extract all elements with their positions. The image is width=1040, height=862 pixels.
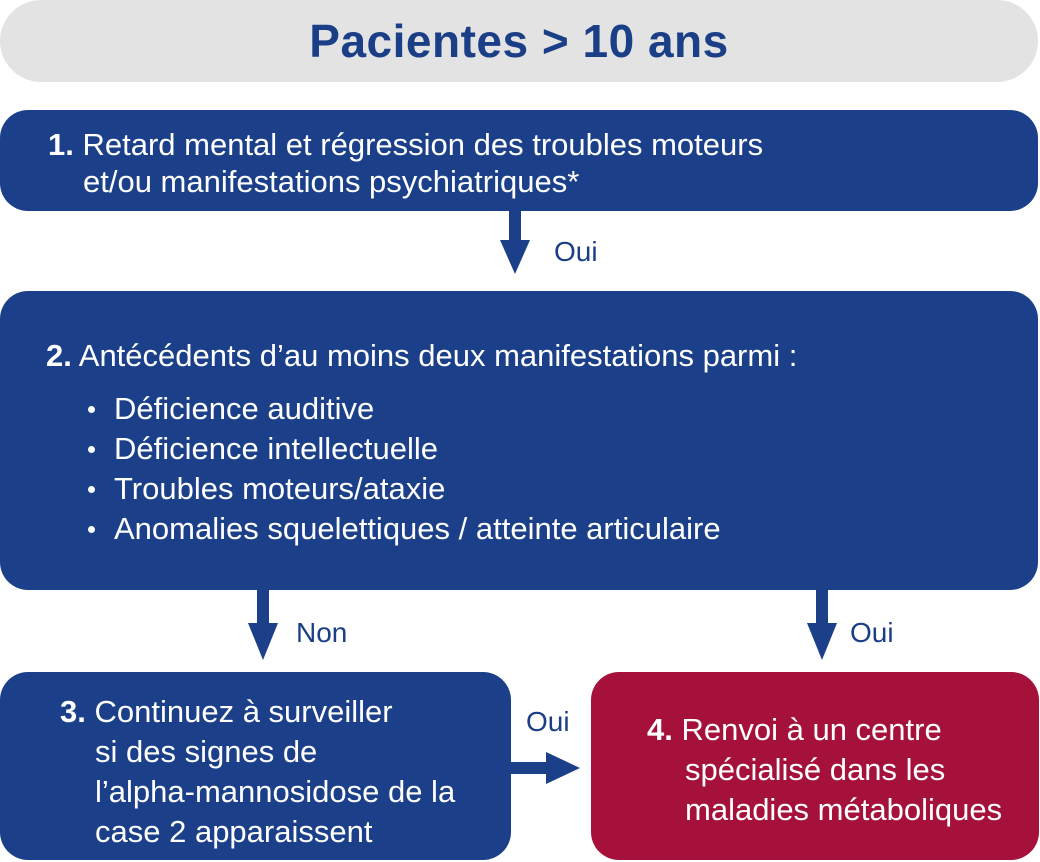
- step-1-number: 1.: [48, 127, 74, 162]
- step-3-line: Continuez à surveiller: [94, 694, 393, 729]
- step-2-item: Anomalies squelettiques / atteinte articulaire: [84, 509, 1038, 549]
- arrow-down-2-to-3: [248, 590, 278, 660]
- step-4-line: maladies métaboliques: [685, 792, 1003, 827]
- page-title: Pacientes > 10 ans: [309, 15, 729, 67]
- step-1-line-2: et/ou manifestations psychiatriques*: [83, 164, 580, 199]
- label-yes-2-to-4: Oui: [850, 617, 894, 648]
- label-no-2-to-3: Non: [296, 617, 348, 648]
- arrow-down-2-to-4: [807, 590, 837, 660]
- step-2-heading: Antécédents d’au moins deux manifestations parmi :: [78, 338, 798, 373]
- step-2-item: Troubles moteurs/ataxie: [84, 469, 1038, 509]
- arrow-right-3-to-4: [511, 752, 580, 784]
- step-1-line-1: Retard mental et régression des troubles moteurs: [82, 127, 764, 162]
- label-yes-3-to-4: Oui: [526, 706, 570, 737]
- step-4-line: Renvoi à un centre: [681, 712, 942, 747]
- step-2-number: 2.: [46, 338, 72, 373]
- step-4-number: 4.: [647, 712, 673, 747]
- step-3-line: case 2 apparaissent: [95, 814, 373, 849]
- label-yes-1-to-2: Oui: [554, 236, 598, 267]
- step-3-number: 3.: [60, 694, 86, 729]
- step-3-line: si des signes de: [95, 734, 318, 769]
- arrow-down-1-to-2: [500, 211, 530, 274]
- step-2-item: Déficience intellectuelle: [84, 429, 1038, 469]
- step-4-line: spécialisé dans les: [685, 752, 946, 787]
- step-3-line: l’alpha-mannosidose de la: [95, 774, 456, 809]
- step-2-item: Déficience auditive: [84, 389, 1038, 429]
